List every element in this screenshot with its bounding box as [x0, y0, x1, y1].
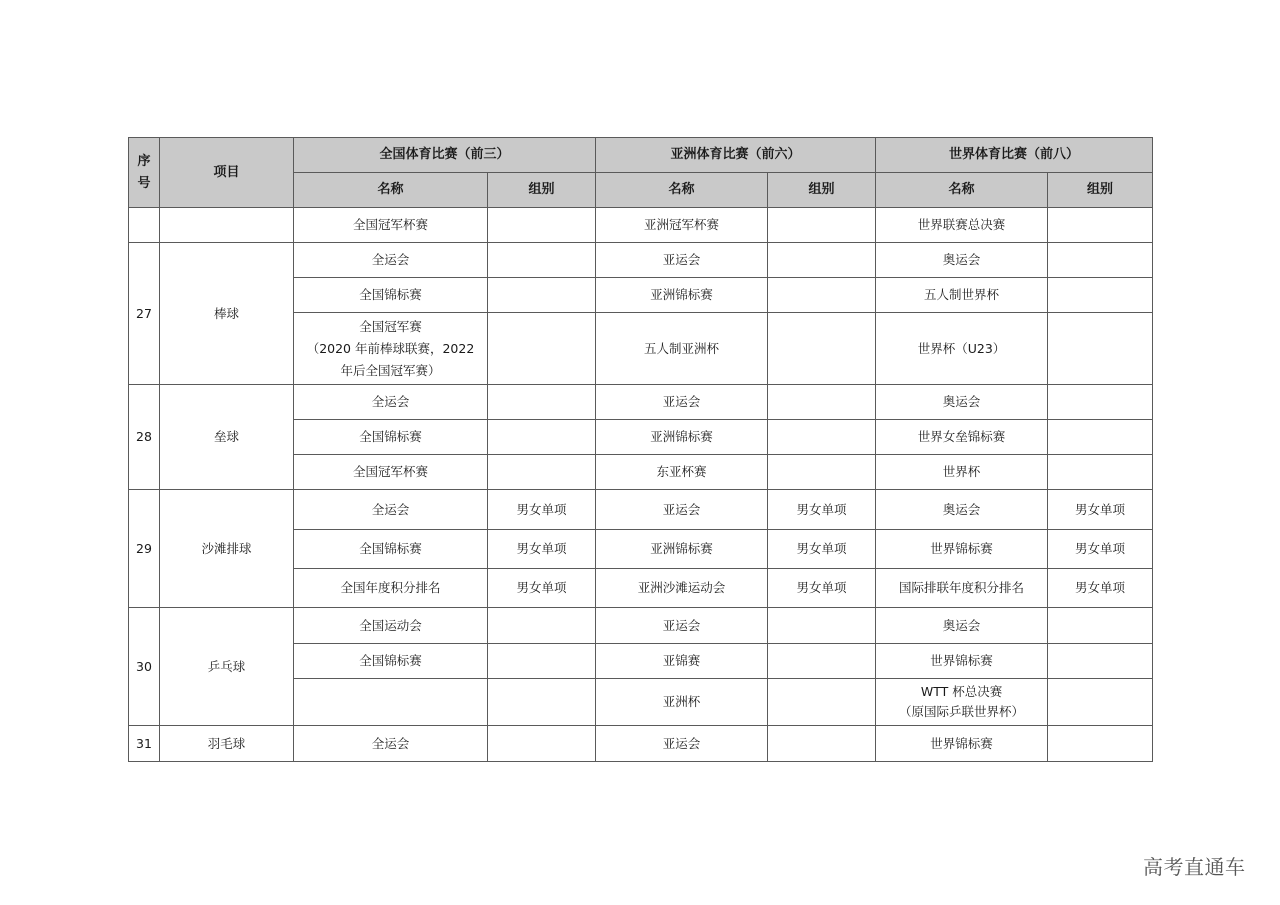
seq-cell: 28 [129, 385, 160, 490]
seq-cell: 31 [129, 726, 160, 762]
world-name: 世界锦标赛 [876, 644, 1048, 679]
table-header [129, 138, 1153, 208]
world-group [1048, 455, 1153, 490]
world-group: 男女单项 [1048, 569, 1153, 608]
asia-name: 亚运会 [596, 608, 768, 644]
national-name: 全运会 [294, 243, 488, 278]
asia-name: 亚洲锦标赛 [596, 420, 768, 455]
world-group [1048, 679, 1153, 726]
sport-cell: 沙滩排球 [160, 490, 294, 608]
table-row [129, 726, 1153, 762]
header-national-name: 名称 [294, 173, 488, 208]
national-name: 全国冠军杯赛 [294, 455, 488, 490]
asia-group [768, 455, 876, 490]
asia-name: 亚运会 [596, 243, 768, 278]
asia-group: 男女单项 [768, 490, 876, 530]
asia-name: 亚洲沙滩运动会 [596, 569, 768, 608]
header-item: 项目 [160, 138, 294, 208]
world-group [1048, 726, 1153, 762]
sport-cell: 垒球 [160, 385, 294, 490]
table-row [129, 490, 1153, 530]
asia-name: 亚运会 [596, 726, 768, 762]
national-group [488, 243, 596, 278]
name-line: WTT 杯总决赛 [920, 684, 1003, 699]
asia-group [768, 644, 876, 679]
sport-cell: 乒乓球 [160, 608, 294, 726]
world-name: 世界锦标赛 [876, 726, 1048, 762]
asia-name: 亚洲冠军杯赛 [596, 208, 768, 243]
asia-name: 东亚杯赛 [596, 455, 768, 490]
national-name: 全国年度积分排名 [294, 569, 488, 608]
world-group [1048, 644, 1153, 679]
sport-cell: 羽毛球 [160, 726, 294, 762]
world-name: 世界杯（U23） [876, 313, 1048, 385]
national-name [294, 313, 488, 385]
world-name: 奥运会 [876, 608, 1048, 644]
world-group [1048, 278, 1153, 313]
watermark-text: 高考直通车 [1143, 855, 1246, 879]
asia-group [768, 726, 876, 762]
table-row [129, 608, 1153, 644]
table-row [129, 243, 1153, 278]
name-line: （原国际乒联世界杯） [899, 704, 1025, 719]
asia-group: 男女单项 [768, 569, 876, 608]
header-world-group: 组别 [1048, 173, 1153, 208]
national-group: 男女单项 [488, 490, 596, 530]
world-group [1048, 208, 1153, 243]
name-line: 年后全国冠军赛） [340, 362, 441, 378]
world-group [1048, 385, 1153, 420]
asia-name: 亚洲杯 [596, 679, 768, 726]
asia-name: 亚运会 [596, 490, 768, 530]
world-group: 男女单项 [1048, 490, 1153, 530]
world-name: 五人制世界杯 [876, 278, 1048, 313]
national-group [488, 644, 596, 679]
national-group: 男女单项 [488, 530, 596, 569]
seq-cell [129, 208, 160, 243]
competition-table [128, 137, 1153, 762]
world-group: 男女单项 [1048, 530, 1153, 569]
world-group [1048, 608, 1153, 644]
national-name: 全运会 [294, 385, 488, 420]
asia-group [768, 420, 876, 455]
national-name: 全国锦标赛 [294, 278, 488, 313]
national-group: 男女单项 [488, 569, 596, 608]
national-name: 全国锦标赛 [294, 420, 488, 455]
header-national: 全国体育比赛（前三） [294, 138, 596, 173]
national-name: 全国运动会 [294, 608, 488, 644]
national-group [488, 313, 596, 385]
header-world: 世界体育比赛（前八） [876, 138, 1153, 173]
national-name: 全运会 [294, 490, 488, 530]
seq-cell: 30 [129, 608, 160, 726]
sport-cell [160, 208, 294, 243]
asia-group [768, 208, 876, 243]
world-group [1048, 313, 1153, 385]
header-seq: 序号 [129, 138, 160, 208]
header-national-group: 组别 [488, 173, 596, 208]
world-name: 奥运会 [876, 385, 1048, 420]
asia-group [768, 278, 876, 313]
asia-group [768, 243, 876, 278]
header-asia-name: 名称 [596, 173, 768, 208]
national-group [488, 455, 596, 490]
world-group [1048, 243, 1153, 278]
national-group [488, 608, 596, 644]
national-group [488, 679, 596, 726]
national-group [488, 208, 596, 243]
world-group [1048, 420, 1153, 455]
national-name: 全国锦标赛 [294, 644, 488, 679]
national-group [488, 385, 596, 420]
asia-name: 亚洲锦标赛 [596, 530, 768, 569]
world-name: 奥运会 [876, 243, 1048, 278]
national-name [294, 679, 488, 726]
world-name: 世界锦标赛 [876, 530, 1048, 569]
world-name: 世界杯 [876, 455, 1048, 490]
asia-name: 亚锦赛 [596, 644, 768, 679]
sport-cell: 棒球 [160, 243, 294, 385]
asia-group: 男女单项 [768, 530, 876, 569]
asia-group [768, 679, 876, 726]
national-group [488, 420, 596, 455]
world-name: 世界女垒锦标赛 [876, 420, 1048, 455]
asia-name: 亚洲锦标赛 [596, 278, 768, 313]
table-row [129, 385, 1153, 420]
seq-cell: 29 [129, 490, 160, 608]
national-name: 全国冠军杯赛 [294, 208, 488, 243]
asia-group [768, 608, 876, 644]
national-group [488, 278, 596, 313]
world-name: 世界联赛总决赛 [876, 208, 1048, 243]
asia-group [768, 385, 876, 420]
header-asia-group: 组别 [768, 173, 876, 208]
seq-cell: 27 [129, 243, 160, 385]
asia-group [768, 313, 876, 385]
national-group [488, 726, 596, 762]
asia-name: 亚运会 [596, 385, 768, 420]
national-name: 全运会 [294, 726, 488, 762]
name-line: （2020 年前棒球联赛，2022 [306, 340, 475, 356]
world-name [876, 679, 1048, 726]
table-row [129, 208, 1153, 243]
world-name: 国际排联年度积分排名 [876, 569, 1048, 608]
name-line: 全国冠军赛 [359, 318, 422, 334]
header-world-name: 名称 [876, 173, 1048, 208]
world-name: 奥运会 [876, 490, 1048, 530]
asia-name: 五人制亚洲杯 [596, 313, 768, 385]
national-name: 全国锦标赛 [294, 530, 488, 569]
header-asia: 亚洲体育比赛（前六） [596, 138, 876, 173]
